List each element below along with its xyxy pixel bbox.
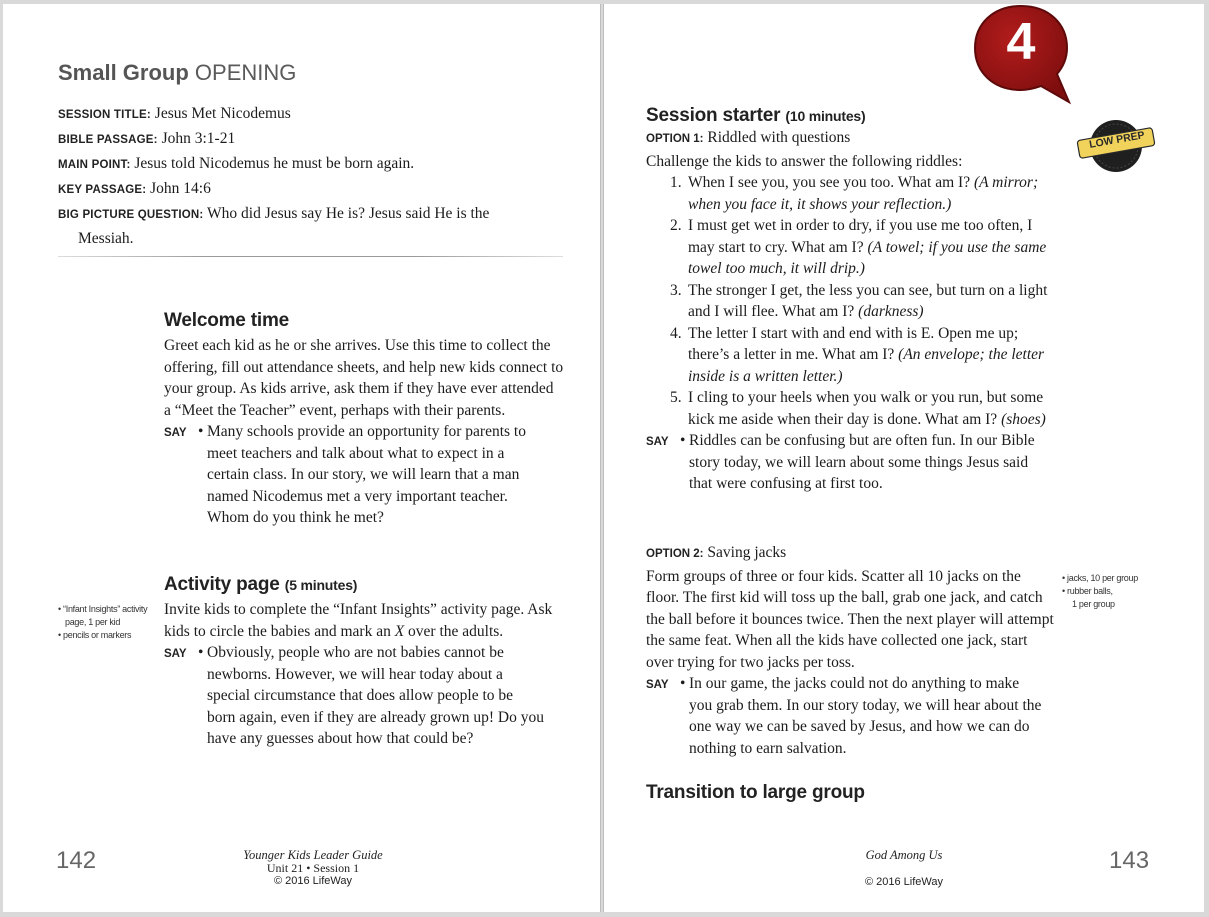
say-text: Obviously, people who are not babies cannot be newborns. However, we will hear today about a special circumstance that does allow people to be born again, even if they are already grown up! Do you have any guesses about how that could be? — [207, 644, 545, 747]
footer-copyright: © 2016 LifeWay — [864, 876, 943, 888]
say-text: Many schools provide an opportunity for parents to meet teachers and talk about what to expect in a certain class. In our story, we will learn that a man named Nicodemus met a very important teacher. Whom do you think he met? — [207, 423, 526, 526]
say-label: SAY — [646, 679, 669, 691]
activity-heading: Activity page (5 minutes) — [164, 574, 358, 595]
footer — [213, 849, 413, 888]
session-starter-heading: Session starter (10 minutes) — [646, 105, 866, 126]
session-starter-section — [646, 105, 1056, 495]
footer-copyright: © 2016 LifeWay — [273, 875, 352, 887]
say-label: SAY — [164, 648, 187, 660]
option2-supplies-note: • jacks, 10 per group • rubber balls, 1 per group — [1062, 573, 1138, 609]
welcome-body: Greet each kid as he or she arrives. Use this time to collect the offering, fill out attendance sheets, and help new kids connect to your group. As kids arrive, ask them if they have ever attended a “Meet the Teacher” event, perhaps with their parents. — [164, 337, 564, 419]
step-badge — [969, 4, 1079, 110]
activity-body: Invite kids to complete the “Infant Insights” activity page. Ask kids to circle the babies and mark an X over the adults. — [164, 601, 553, 640]
riddle-item: 2. I must get wet in order to dry, if you use me too often, I may start to cry. What am I? (A towel; if you use the same towel too much, it will drip.) — [670, 217, 1047, 277]
option2-title: OPTION 2: Saving jacks — [646, 544, 787, 561]
footer-unit: Unit 21 • Session 1 — [266, 861, 360, 875]
title-bold: Small Group — [58, 60, 189, 85]
riddle-list — [646, 172, 1056, 430]
say-text: In our game, the jacks could not do anything to make you grab them. In our story today, we will hear about the one way we can be saved by Jesus, and how we can do nothing to earn salvation. — [689, 675, 1042, 757]
page-number: 143 — [1109, 847, 1150, 874]
page-number: 142 — [56, 847, 97, 874]
footer-title: Younger Kids Leader Guide — [243, 848, 383, 862]
option2-say: SAY • In our game, the jacks could not do anything to make you grab them. In our story today, we will hear about the one way we can be saved by Jesus, and how we can do nothing to earn salvation. — [646, 673, 1056, 759]
low-prep-stamp — [1074, 116, 1156, 176]
say-text: Riddles can be confusing but are often fun. In our Bible story today, we will learn about some things Jesus said that were confusing at first too. — [689, 432, 1035, 492]
meta-main-point: MAIN POINT: Jesus told Nicodemus he must be born again. — [58, 155, 415, 172]
right-page — [603, 4, 1204, 912]
riddle-item: 3. The stronger I get, the less you can see, but turn on a light and I will flee. What am I? (darkness) — [670, 281, 1048, 320]
option2-body: Form groups of three or four kids. Scatter all 10 jacks on the floor. The first kid will toss up the ball, grab one jack, and catch the ball before it bounces twice. Then the next player will attempt the same feat. When all the kids have collected one jack, start over trying for two jacks per toss. — [646, 567, 1054, 671]
option2-section — [646, 542, 1056, 759]
riddle-item: 1. When I see you, you see you too. What am I? (A mirror; when you face it, it shows your reflection.) — [670, 174, 1039, 213]
left-page — [3, 4, 601, 912]
welcome-heading: Welcome time — [164, 310, 290, 331]
session-meta — [58, 102, 558, 250]
meta-session-title: SESSION TITLE: Jesus Met Nicodemus — [58, 105, 291, 122]
riddle-item: 4. The letter I start with and end with is E. Open me up; there’s a letter in me. What am I? (An envelope; the letter inside is a written letter.) — [670, 324, 1045, 385]
meta-key-passage: KEY PASSAGE: John 14:6 — [58, 180, 211, 197]
option1-intro: Challenge the kids to answer the following riddles: — [646, 152, 963, 170]
page-title — [58, 60, 296, 86]
badge-number: 4 — [1006, 13, 1036, 71]
welcome-say: SAY • Many schools provide an opportunity for parents to meet teachers and talk about what to expect in a certain class. In our story, we will learn that a man named Nicodemus met a very important teacher. Whom do you think he met? — [164, 421, 564, 529]
activity-supplies-note: • “Infant Insights” activity page, 1 per kid • pencils or markers — [58, 604, 148, 640]
activity-say: SAY • Obviously, people who are not babies cannot be newborns. However, we will hear today about a special circumstance that does allow people to be born again, even if they are already grown up! Do you have any guesses about how that could be? — [164, 642, 564, 750]
starter-say: SAY • Riddles can be confusing but are often fun. In our Bible story today, we will learn about some things Jesus said that were confusing at first too. — [646, 430, 1056, 495]
meta-continuation: Messiah. — [78, 230, 134, 247]
activity-section — [164, 574, 564, 750]
meta-bible-passage: BIBLE PASSAGE: John 3:1-21 — [58, 130, 236, 147]
say-label: SAY — [646, 436, 669, 448]
footer — [804, 849, 1004, 889]
meta-big-picture-question: BIG PICTURE QUESTION: Who did Jesus say He is? Jesus said He is the — [58, 205, 490, 222]
footer-title: God Among Us — [865, 848, 943, 862]
option1-title: OPTION 1: Riddled with questions — [646, 129, 851, 146]
low-prep-label: LOW PREP — [1088, 129, 1146, 151]
title-rest: OPENING — [194, 60, 297, 85]
transition-heading: Transition to large group — [646, 782, 865, 803]
section-divider — [58, 256, 563, 257]
welcome-section — [164, 310, 564, 529]
say-label: SAY — [164, 427, 187, 439]
riddle-item: 5. I cling to your heels when you walk or you run, but some kick me aside when their day is done. What am I? (shoes) — [670, 389, 1046, 428]
